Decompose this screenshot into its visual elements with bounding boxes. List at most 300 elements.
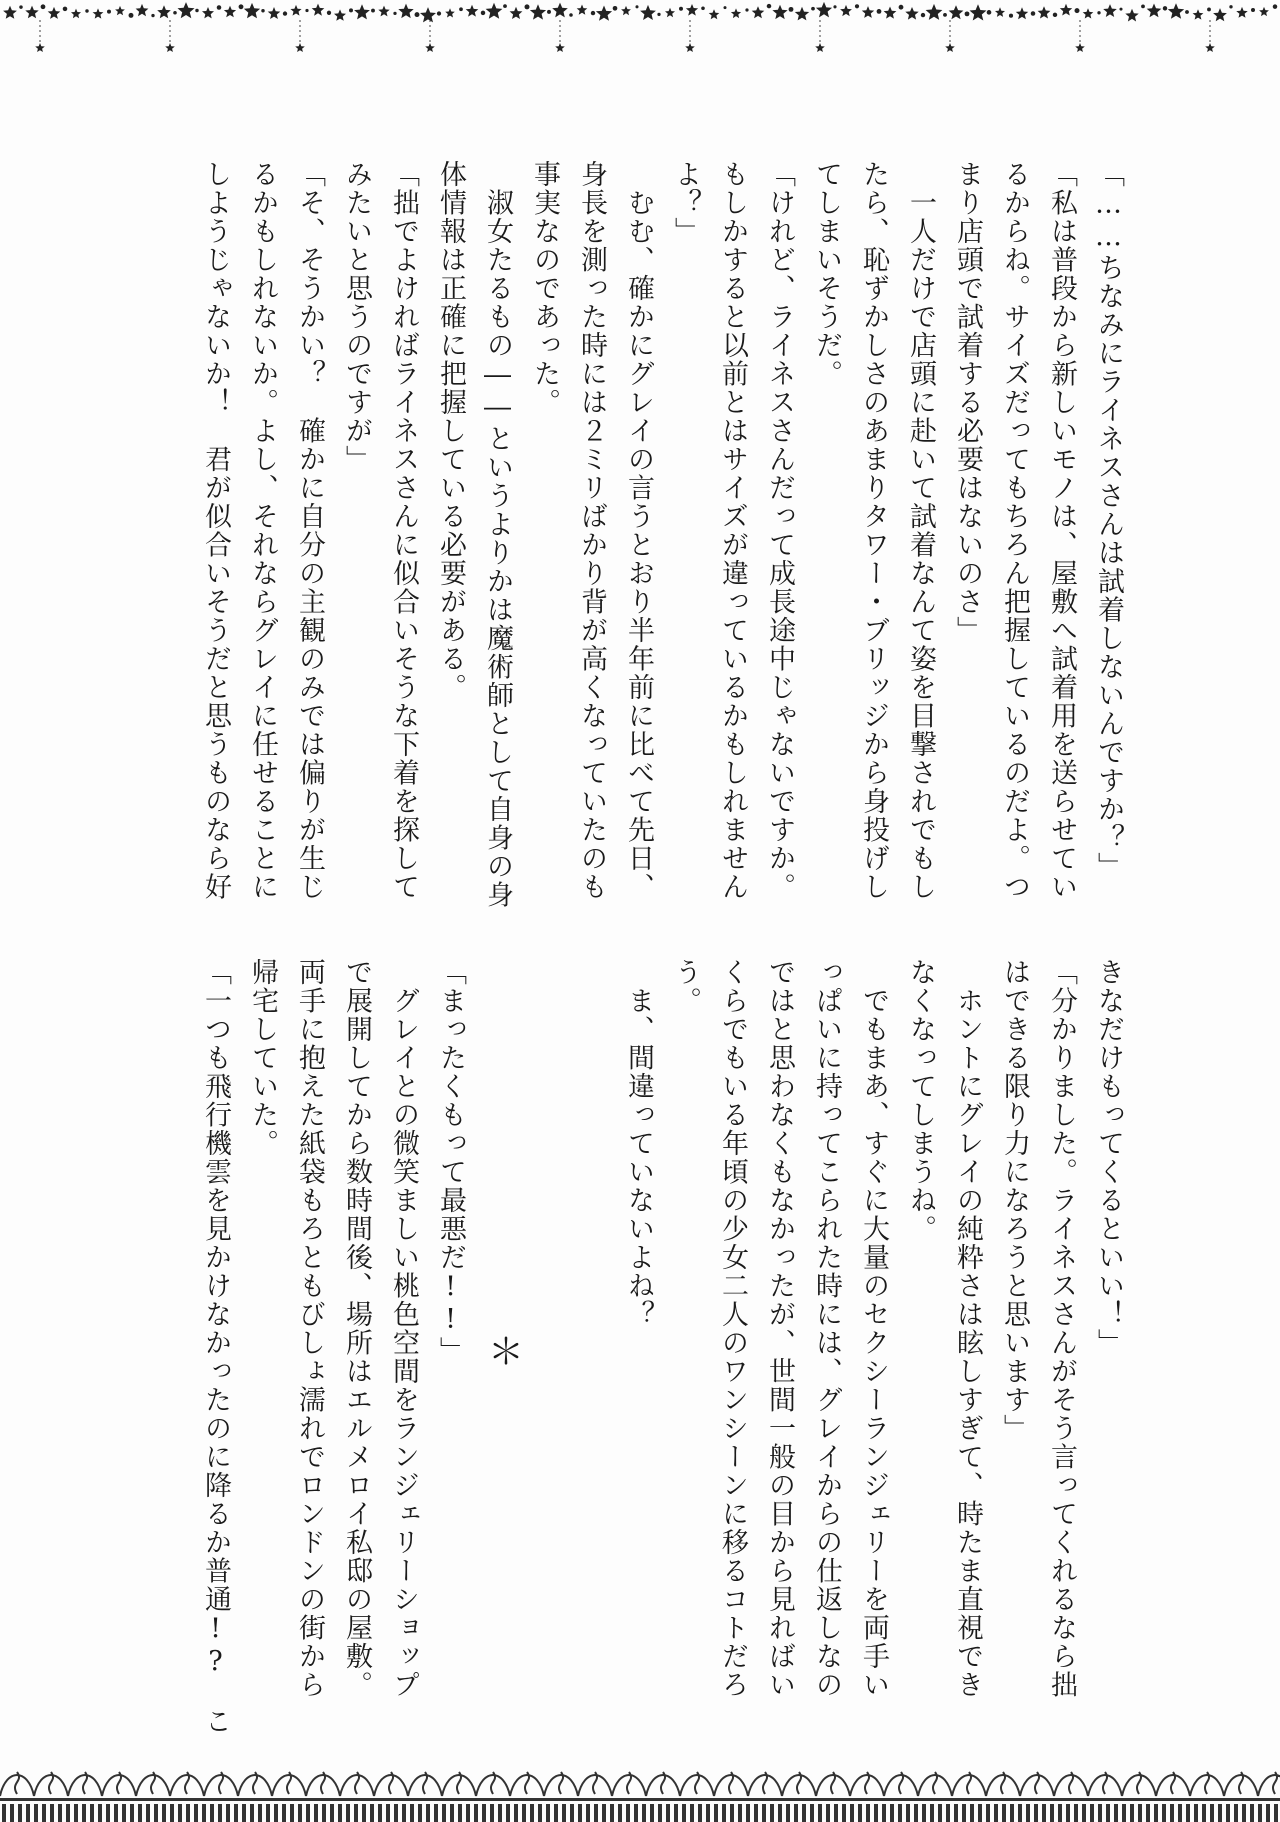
- dot-ornament: [481, 11, 485, 15]
- bar-ornament: [626, 1804, 630, 1822]
- bar-ornament: [178, 1804, 182, 1822]
- bar-ornament: [642, 1804, 646, 1822]
- bar-ornament: [1026, 1804, 1030, 1822]
- bar-ornament: [258, 1804, 262, 1822]
- bar-ornament: [298, 1804, 302, 1822]
- bar-ornament: [234, 1804, 238, 1822]
- dot-ornament: [1119, 8, 1122, 11]
- star-ornament: [178, 2, 195, 18]
- dot-ornament: [547, 10, 551, 14]
- bar-ornament: [658, 1804, 662, 1822]
- bar-ornament: [1074, 1804, 1078, 1822]
- bar-ornament: [1138, 1804, 1142, 1822]
- bar-ornament: [578, 1804, 582, 1822]
- scroll-ornament: [1224, 1772, 1258, 1796]
- bar-ornament: [2, 1804, 6, 1822]
- bar-ornament: [730, 1804, 734, 1822]
- bar-ornament: [770, 1804, 774, 1822]
- bar-ornament: [322, 1804, 326, 1822]
- scroll-ornament: [1156, 1772, 1190, 1796]
- scroll-ornament: [204, 1772, 238, 1796]
- bar-ornament: [810, 1804, 814, 1822]
- dot-ornament: [833, 5, 836, 8]
- dot-ornament: [701, 7, 705, 11]
- scroll-ornament: [1088, 1772, 1122, 1796]
- dot-ornament: [965, 11, 970, 16]
- bar-ornament: [1258, 1804, 1262, 1822]
- text-line: むむ、確かにグレイの言うとおり半年前に比べて先日、: [623, 160, 654, 901]
- bar-ornament: [738, 1804, 742, 1822]
- bar-ornament: [122, 1804, 126, 1822]
- star-ornament: [1236, 7, 1247, 18]
- ornament-border-bottom: [0, 1758, 1280, 1822]
- bar-ornament: [586, 1804, 590, 1822]
- bar-ornament: [1146, 1804, 1150, 1822]
- bar-ornament: [1002, 1804, 1006, 1822]
- bar-ornament: [778, 1804, 782, 1822]
- bar-ornament: [138, 1804, 142, 1822]
- scroll-ornament: [1122, 1772, 1156, 1796]
- scroll-ornament: [714, 1772, 748, 1796]
- star-ornament: [1103, 4, 1117, 17]
- bar-ornament: [218, 1804, 222, 1822]
- bar-ornament: [650, 1804, 654, 1822]
- text-line: 帰宅していた。: [247, 958, 278, 1158]
- scroll-ornament: [238, 1772, 272, 1796]
- text-line: はできる限り力になろうと思います」: [999, 958, 1030, 1443]
- bar-ornament: [186, 1804, 190, 1822]
- scroll-ornament: [1054, 1772, 1088, 1796]
- scroll-ornament: [986, 1772, 1020, 1796]
- dot-ornament: [1075, 8, 1080, 13]
- star-ornament: [93, 8, 104, 18]
- star-ornament: [577, 5, 588, 15]
- dot-ornament: [767, 4, 772, 9]
- bar-ornament: [338, 1804, 342, 1822]
- dot-ornament: [371, 9, 375, 13]
- bar-ornament: [250, 1804, 254, 1822]
- bar-ornament: [610, 1804, 614, 1822]
- dot-ornament: [943, 13, 947, 17]
- scroll-ornament: [306, 1772, 340, 1796]
- text-line: くらでもいる年頃の少女二人のワンシーンに移るコトだろ: [717, 958, 748, 1699]
- scroll-ornament: [646, 1772, 680, 1796]
- scroll-ornament: [408, 1772, 442, 1796]
- text-line: 事実なのであった。: [529, 160, 560, 417]
- star-ornament: [840, 5, 852, 16]
- dot-ornament: [525, 4, 530, 9]
- dot-ornament: [107, 10, 111, 14]
- bar-ornament: [290, 1804, 294, 1822]
- bar-ornament: [826, 1804, 830, 1822]
- star-ornament: [665, 8, 675, 17]
- bar-ornament: [458, 1804, 462, 1822]
- bar-ornament: [74, 1804, 78, 1822]
- scroll-ornament: [476, 1772, 510, 1796]
- bar-ornament: [434, 1804, 438, 1822]
- dot-ornament: [415, 12, 420, 17]
- scroll-ornament: [748, 1772, 782, 1796]
- dot-ornament: [437, 11, 441, 15]
- star-ornament: [795, 7, 809, 21]
- star-ornament: [35, 43, 45, 52]
- text-line: 体情報は正確に把握している必要がある。: [435, 160, 466, 702]
- bar-ornament: [922, 1804, 926, 1822]
- bar-ornament: [762, 1804, 766, 1822]
- bar-ornament: [426, 1804, 430, 1822]
- bar-ornament: [698, 1804, 702, 1822]
- star-ornament: [1038, 6, 1051, 18]
- bar-ornament: [602, 1804, 606, 1822]
- bar-ornament: [570, 1804, 574, 1822]
- bar-ornament: [506, 1804, 510, 1822]
- dot-ornament: [657, 13, 660, 16]
- bar-ornament: [1122, 1804, 1126, 1822]
- bar-ornament: [314, 1804, 318, 1822]
- dot-ornament: [1251, 8, 1255, 12]
- bar-ornament: [266, 1804, 270, 1822]
- bar-ornament: [82, 1804, 86, 1822]
- dot-ornament: [745, 8, 748, 11]
- bar-ornament: [1274, 1804, 1278, 1822]
- dot-ornament: [877, 9, 882, 14]
- text-line: 淑女たるもの――というよりかは魔術師として自身の身: [482, 160, 513, 909]
- star-ornament: [420, 7, 436, 22]
- scroll-ornament: [170, 1772, 204, 1796]
- bar-ornament: [362, 1804, 366, 1822]
- dot-ornament: [1141, 4, 1145, 8]
- scroll-ornament: [68, 1772, 102, 1796]
- text-line: 「そ、そうかい？ 確かに自分の主観のみでは偏りが生じ: [294, 160, 325, 901]
- text-line: う。: [670, 958, 701, 1015]
- bar-ornament: [866, 1804, 870, 1822]
- star-ornament: [1147, 4, 1162, 18]
- bar-ornament: [146, 1804, 150, 1822]
- scroll-ornament: [1190, 1772, 1224, 1796]
- text-line: [474, 958, 521, 1678]
- dot-ornament: [129, 13, 134, 18]
- bar-ornament: [306, 1804, 310, 1822]
- star-ornament: [752, 6, 765, 18]
- scroll-ornament: [1020, 1772, 1054, 1796]
- bar-ornament: [1154, 1804, 1158, 1822]
- star-ornament: [1083, 8, 1094, 18]
- bar-ornament: [618, 1804, 622, 1822]
- star-ornament: [709, 9, 720, 19]
- star-ornament: [136, 4, 149, 16]
- dot-ornament: [811, 7, 815, 11]
- bar-ornament: [970, 1804, 974, 1822]
- dot-ornament: [19, 5, 22, 8]
- dot-ornament: [239, 4, 244, 9]
- bar-ornament: [154, 1804, 158, 1822]
- bar-ornament: [714, 1804, 718, 1822]
- star-ornament: [884, 7, 897, 19]
- star-ornament: [945, 43, 955, 52]
- star-ornament: [48, 7, 61, 19]
- bar-ornament: [754, 1804, 758, 1822]
- scroll-ornament: [34, 1772, 68, 1796]
- bar-ornament: [1098, 1804, 1102, 1822]
- bar-ornament: [1058, 1804, 1062, 1822]
- bar-ornament: [106, 1804, 110, 1822]
- bar-ornament: [1082, 1804, 1086, 1822]
- bar-ornament: [1010, 1804, 1014, 1822]
- dot-ornament: [569, 13, 573, 17]
- bar-ornament: [26, 1804, 30, 1822]
- bar-ornament: [1218, 1804, 1222, 1822]
- dot-ornament: [41, 4, 46, 9]
- star-ornament: [552, 3, 568, 18]
- bar-ornament: [90, 1804, 94, 1822]
- bar-ornament: [674, 1804, 678, 1822]
- star-ornament: [1259, 7, 1269, 16]
- star-ornament: [268, 7, 281, 19]
- star-ornament: [1193, 9, 1204, 19]
- text-line: 「拙でよければライネスさんに似合いそうな下着を探して: [388, 160, 419, 901]
- text-line: [568, 958, 615, 1678]
- star-ornament: [425, 43, 435, 52]
- dot-ornament: [63, 7, 68, 12]
- bar-ornament: [450, 1804, 454, 1822]
- scroll-ornament: [544, 1772, 578, 1796]
- star-ornament: [621, 6, 631, 15]
- text-line: 「私は普段から新しいモノは、屋敷へ試着用を送らせてい: [1046, 160, 1077, 901]
- dot-ornament: [1185, 10, 1189, 14]
- dot-ornament: [1031, 11, 1036, 16]
- dot-ornament: [855, 4, 859, 8]
- text-line: 「まったくもって最悪だ!!」: [435, 958, 466, 1365]
- star-ornament: [555, 43, 565, 52]
- star-ornament: [202, 7, 214, 18]
- bar-ornament: [330, 1804, 334, 1822]
- star-ornament: [1075, 43, 1085, 52]
- bar-ornament: [274, 1804, 278, 1822]
- bar-ornament: [938, 1804, 942, 1822]
- bar-ornament: [706, 1804, 710, 1822]
- text-line: たら、恥ずかしさのあまりタワー・ブリッジから身投げし: [858, 160, 889, 901]
- dot-ornament: [1009, 14, 1013, 18]
- star-ornament: [1205, 43, 1215, 52]
- text-line: 「一つも飛行機雲を見かけなかったのに降るか普通!? こ: [200, 958, 231, 1736]
- dot-ornament: [217, 5, 222, 10]
- dot-ornament: [1053, 13, 1057, 17]
- scroll-ornament: [578, 1772, 612, 1796]
- bar-ornament: [466, 1804, 470, 1822]
- text-line: るからね。サイズだってもちろん把握しているのだよ。つ: [999, 160, 1030, 901]
- star-ornament: [486, 3, 503, 19]
- star-ornament: [1213, 8, 1227, 21]
- bar-ornament: [114, 1804, 118, 1822]
- text-line: きなだけもってくるといい！」: [1093, 958, 1124, 1357]
- bar-ornament: [858, 1804, 862, 1822]
- lower-text-column: [132, 958, 1132, 1736]
- bar-ornament: [474, 1804, 478, 1822]
- bar-ornament: [898, 1804, 902, 1822]
- dot-ornament: [789, 7, 794, 12]
- star-ornament: [1125, 9, 1138, 22]
- bar-ornament: [42, 1804, 46, 1822]
- scroll-ornament: [918, 1772, 952, 1796]
- dot-ornament: [195, 9, 198, 12]
- star-ornament: [596, 6, 612, 21]
- scroll-ornament: [136, 1772, 170, 1796]
- bar-ornament: [490, 1804, 494, 1822]
- bar-ornament: [50, 1804, 54, 1822]
- star-ornament: [466, 5, 479, 17]
- bar-ornament: [1202, 1804, 1206, 1822]
- dot-ornament: [327, 11, 331, 15]
- star-ornament: [772, 5, 787, 19]
- scroll-ornament: [102, 1772, 136, 1796]
- bar-ornament: [914, 1804, 918, 1822]
- bar-ornament: [1066, 1804, 1070, 1822]
- dot-ornament: [261, 9, 264, 12]
- star-ornament: [926, 4, 943, 20]
- scroll-ornament: [0, 1772, 34, 1796]
- text-line: みたいと思うのですが」: [341, 160, 372, 474]
- bar-ornament: [546, 1804, 550, 1822]
- bar-ornament: [402, 1804, 406, 1822]
- bar-ornament: [58, 1804, 62, 1822]
- bar-ornament: [746, 1804, 750, 1822]
- dot-ornament: [1207, 8, 1211, 12]
- bar-ornament: [986, 1804, 990, 1822]
- bar-ornament: [282, 1804, 286, 1822]
- bar-ornament: [842, 1804, 846, 1822]
- dot-ornament: [591, 11, 595, 15]
- bar-ornament: [962, 1804, 966, 1822]
- text-line: 両手に抱えた紙袋もろともびしょ濡れでロンドンの街から: [294, 958, 325, 1699]
- bar-ornament: [514, 1804, 518, 1822]
- dot-ornament: [613, 6, 618, 11]
- scroll-ornament: [510, 1772, 544, 1796]
- dot-ornament: [393, 12, 396, 15]
- scroll-ornament: [680, 1772, 714, 1796]
- star-ornament: [3, 6, 17, 19]
- bar-ornament: [378, 1804, 382, 1822]
- bar-ornament: [66, 1804, 70, 1822]
- bar-ornament: [1186, 1804, 1190, 1822]
- bar-ornament: [1042, 1804, 1046, 1822]
- star-ornament: [862, 6, 874, 18]
- bar-ornament: [834, 1804, 838, 1822]
- star-ornament: [224, 6, 236, 18]
- bar-ornament: [1162, 1804, 1166, 1822]
- star-ornament: [25, 6, 38, 19]
- star-ornament: [685, 43, 695, 52]
- bar-ornament: [194, 1804, 198, 1822]
- star-ornament: [731, 8, 741, 18]
- text-line: 身長を測った時には２ミリばかり背が高くなっていたのも: [576, 160, 607, 901]
- bar-ornament: [802, 1804, 806, 1822]
- bar-ornament: [1194, 1804, 1198, 1822]
- dot-ornament: [899, 5, 904, 10]
- star-ornament: [244, 3, 260, 18]
- bar-ornament: [882, 1804, 886, 1822]
- bar-ornament: [98, 1804, 102, 1822]
- text-line: でもまあ、すぐに大量のセクシーランジェリーを両手い: [858, 958, 889, 1699]
- dot-ornament: [1273, 4, 1277, 8]
- bar-ornament: [18, 1804, 22, 1822]
- bar-ornament: [1090, 1804, 1094, 1822]
- dot-ornament: [1097, 11, 1100, 14]
- star-ornament: [334, 9, 346, 20]
- star-ornament: [157, 5, 171, 18]
- scroll-ornament: [612, 1772, 646, 1796]
- bar-ornament: [386, 1804, 390, 1822]
- bar-ornament: [394, 1804, 398, 1822]
- star-ornament: [312, 4, 325, 16]
- text-line: るかもしれないか。よし、それならグレイに任せることに: [247, 160, 278, 901]
- bar-ornament: [162, 1804, 166, 1822]
- bar-ornament: [1178, 1804, 1182, 1822]
- text-line: で展開してから数時間後、場所はエルメロイ私邸の屋敷。: [341, 958, 372, 1699]
- bar-ornament: [354, 1804, 358, 1822]
- text-line: 「けれど、ライネスさんだって成長途中じゃないですか。: [764, 160, 795, 901]
- star-ornament: [71, 9, 81, 19]
- dot-ornament: [503, 4, 507, 8]
- scroll-ornament: [1258, 1772, 1280, 1796]
- text-line: っぱいに持ってこられた時には、グレイからの仕返しなの: [811, 958, 842, 1699]
- bar-ornament: [498, 1804, 502, 1822]
- bar-ornament: [722, 1804, 726, 1822]
- dot-ornament: [635, 5, 638, 8]
- bar-ornament: [442, 1804, 446, 1822]
- star-ornament: [510, 7, 523, 19]
- scroll-ornament: [442, 1772, 476, 1796]
- bar-ornament: [794, 1804, 798, 1822]
- text-line: もしかすると以前とはサイズが違っているかもしれません: [717, 160, 748, 901]
- bar-ornament: [34, 1804, 38, 1822]
- bar-ornament: [818, 1804, 822, 1822]
- scroll-ornament: [884, 1772, 918, 1796]
- scroll-ornament: [374, 1772, 408, 1796]
- bar-ornament: [1250, 1804, 1254, 1822]
- star-ornament: [816, 2, 832, 18]
- bar-ornament: [130, 1804, 134, 1822]
- scroll-ornament: [782, 1772, 816, 1796]
- scroll-ornament: [272, 1772, 306, 1796]
- bar-ornament: [346, 1804, 350, 1822]
- bar-ornament: [890, 1804, 894, 1822]
- star-ornament: [295, 43, 305, 52]
- star-ornament: [290, 5, 301, 16]
- bar-ornament: [226, 1804, 230, 1822]
- bar-ornament: [850, 1804, 854, 1822]
- bar-ornament: [370, 1804, 374, 1822]
- dot-ornament: [723, 6, 726, 9]
- star-ornament: [378, 6, 389, 17]
- star-ornament: [995, 7, 1005, 17]
- bar-ornament: [874, 1804, 878, 1822]
- bar-ornament: [946, 1804, 950, 1822]
- text-line: ま、間違っていないよね？: [623, 958, 654, 1329]
- bar-ornament: [1050, 1804, 1054, 1822]
- star-ornament: [165, 43, 175, 52]
- bar-ornament: [1242, 1804, 1246, 1822]
- bar-ornament: [538, 1804, 542, 1822]
- dot-ornament: [987, 10, 992, 15]
- star-ornament: [1016, 7, 1028, 19]
- dot-ornament: [283, 11, 287, 15]
- scroll-ornament: [340, 1772, 374, 1796]
- dot-ornament: [459, 7, 463, 11]
- bar-ornament: [978, 1804, 982, 1822]
- bar-ornament: [1234, 1804, 1238, 1822]
- bar-ornament: [1266, 1804, 1270, 1822]
- bar-ornament: [1130, 1804, 1134, 1822]
